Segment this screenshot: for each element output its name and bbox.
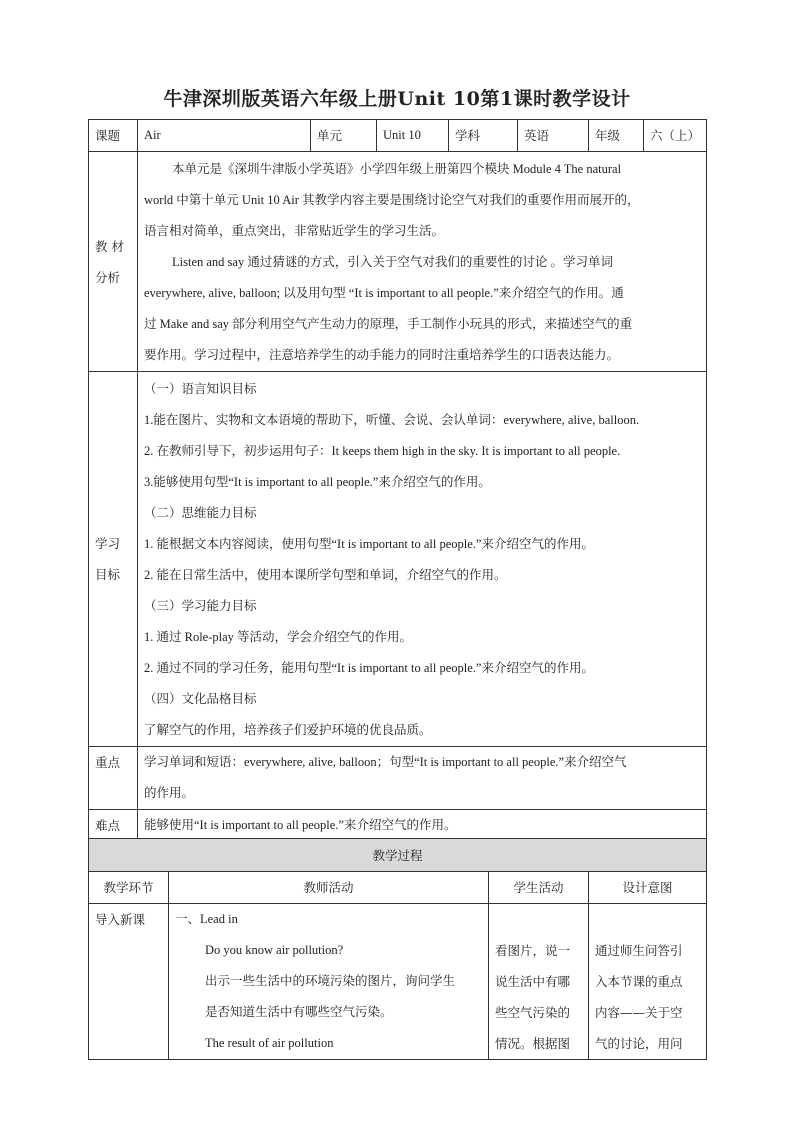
objectives-label-line: 学习 bbox=[95, 536, 121, 551]
objectives-label-line: 目标 bbox=[95, 567, 121, 582]
objectives-content bbox=[138, 372, 707, 747]
objective-line: 1. 通过 Role-play 等活动，学会介绍空气的作用。 bbox=[144, 630, 413, 644]
objective-heading: （三）学习能力目标 bbox=[144, 599, 257, 613]
intent-cell bbox=[589, 904, 707, 1060]
lesson-info-table bbox=[88, 119, 707, 842]
intent-line: 气的讨论，用问 bbox=[595, 1036, 683, 1051]
objective-heading: （四）文化品格目标 bbox=[144, 692, 257, 706]
unit-label: 单元 bbox=[311, 120, 377, 152]
unit-value: Unit 10 bbox=[377, 120, 449, 152]
column-header-stage: 教学环节 bbox=[89, 872, 169, 904]
student-line bbox=[495, 904, 582, 935]
analysis-label-line: 分析 bbox=[95, 269, 121, 285]
teacher-line: 一、Lead in bbox=[175, 912, 238, 926]
column-header-intent: 设计意图 bbox=[589, 872, 707, 904]
objective-line: 1.能在图片、实物和文本语境的帮助下，听懂、会说、会认单词：everywhere, alive, balloon. bbox=[144, 413, 640, 427]
intent-line: 入本节课的重点 bbox=[595, 974, 683, 989]
teacher-line: 是否知道生活中有哪些空气污染。 bbox=[205, 1005, 393, 1019]
teacher-line: Do you know air pollution? bbox=[205, 943, 344, 957]
teacher-line: 出示一些生活中的环境污染的图片，询问学生 bbox=[205, 974, 456, 988]
objective-line: 3.能够使用句型“It is important to all people.”来介绍空气的作用。 bbox=[144, 475, 491, 489]
student-line: 说生活中有哪 bbox=[495, 974, 571, 989]
process-heading: 教学过程 bbox=[89, 839, 707, 872]
analysis-line: 语言相对简单，重点突出，非常贴近学生的学习生活。 bbox=[144, 224, 445, 238]
analysis-line: world 中第十单元 Unit 10 Air 其教学内容主要是围绕讨论空气对我们的重要作用而展开的， bbox=[144, 193, 640, 207]
key-points-label: 重点 bbox=[89, 747, 138, 810]
analysis-content bbox=[138, 152, 707, 372]
intent-line: 内容——关于空 bbox=[595, 1005, 683, 1020]
student-line: 情况。根据图 bbox=[495, 1036, 571, 1051]
analysis-label-line: 教 材 bbox=[95, 238, 124, 254]
analysis-label bbox=[89, 152, 138, 372]
objective-line: 2. 通过不同的学习任务，能用句型“It is important to all people.”来介绍空气的作用。 bbox=[144, 661, 594, 675]
subject-value: 英语 bbox=[518, 120, 589, 152]
analysis-line: everywhere, alive, balloon; 以及用句型 “It is important to all people.”来介绍空气的作用。通 bbox=[144, 286, 624, 300]
topic-label: 课题 bbox=[89, 120, 138, 152]
objective-line: 1. 能根据文本内容阅读，使用句型“It is important to all people.”来介绍空气的作用。 bbox=[144, 537, 594, 551]
key-point-line: 的作用。 bbox=[144, 786, 195, 800]
column-header-teacher: 教师活动 bbox=[169, 872, 489, 904]
key-point-line: 学习单词和短语：everywhere, alive, balloon；句型“It is important to all people.”来介绍空气 bbox=[144, 755, 627, 769]
subject-label: 学科 bbox=[449, 120, 518, 152]
grade-label: 年级 bbox=[589, 120, 644, 152]
teacher-activity-cell bbox=[169, 904, 489, 1060]
analysis-line: 过 Make and say 部分利用空气产生动力的原理，手工制作小玩具的形式，来描述空气的重 bbox=[144, 317, 633, 331]
column-header-student: 学生活动 bbox=[489, 872, 589, 904]
objective-heading: （一）语言知识目标 bbox=[144, 382, 257, 396]
difficulty-label: 难点 bbox=[89, 810, 138, 842]
intent-line bbox=[595, 904, 700, 935]
grade-value: 六（上） bbox=[644, 120, 707, 152]
document-title: 牛津深圳版英语六年级上册Unit 10第1课时教学设计 bbox=[163, 88, 631, 110]
student-line: 看图片，说一 bbox=[495, 943, 571, 958]
student-activity-cell bbox=[489, 904, 589, 1060]
process-table bbox=[88, 838, 707, 1060]
objective-line: 了解空气的作用，培养孩子们爱护环境的优良品质。 bbox=[144, 723, 432, 737]
student-line: 些空气污染的 bbox=[495, 1005, 571, 1020]
objectives-label bbox=[89, 372, 138, 747]
analysis-line: 本单元是《深圳牛津版小学英语》小学四年级上册第四个模块 Module 4 The natural bbox=[172, 162, 622, 176]
teacher-line: The result of air pollution bbox=[205, 1036, 334, 1050]
objective-line: 2. 在教师引导下，初步运用句子：It keeps them high in the sky. It is important to all people. bbox=[144, 444, 621, 458]
key-points-content bbox=[138, 747, 707, 810]
intent-line: 通过师生问答引 bbox=[595, 943, 683, 958]
difficulty-content: 能够使用“It is important to all people.”来介绍空气的作用。 bbox=[138, 810, 707, 842]
stage-cell: 导入新课 bbox=[89, 904, 169, 1060]
topic-value: Air bbox=[138, 120, 311, 152]
objective-heading: （二）思维能力目标 bbox=[144, 506, 257, 520]
analysis-line: Listen and say 通过猜谜的方式，引入关于空气对我们的重要性的讨论 。学习单词 bbox=[172, 255, 613, 269]
objective-line: 2. 能在日常生活中，使用本课所学句型和单词，介绍空气的作用。 bbox=[144, 568, 507, 582]
analysis-line: 要作用。学习过程中，注意培养学生的动手能力的同时注重培养学生的口语表达能力。 bbox=[144, 348, 620, 362]
